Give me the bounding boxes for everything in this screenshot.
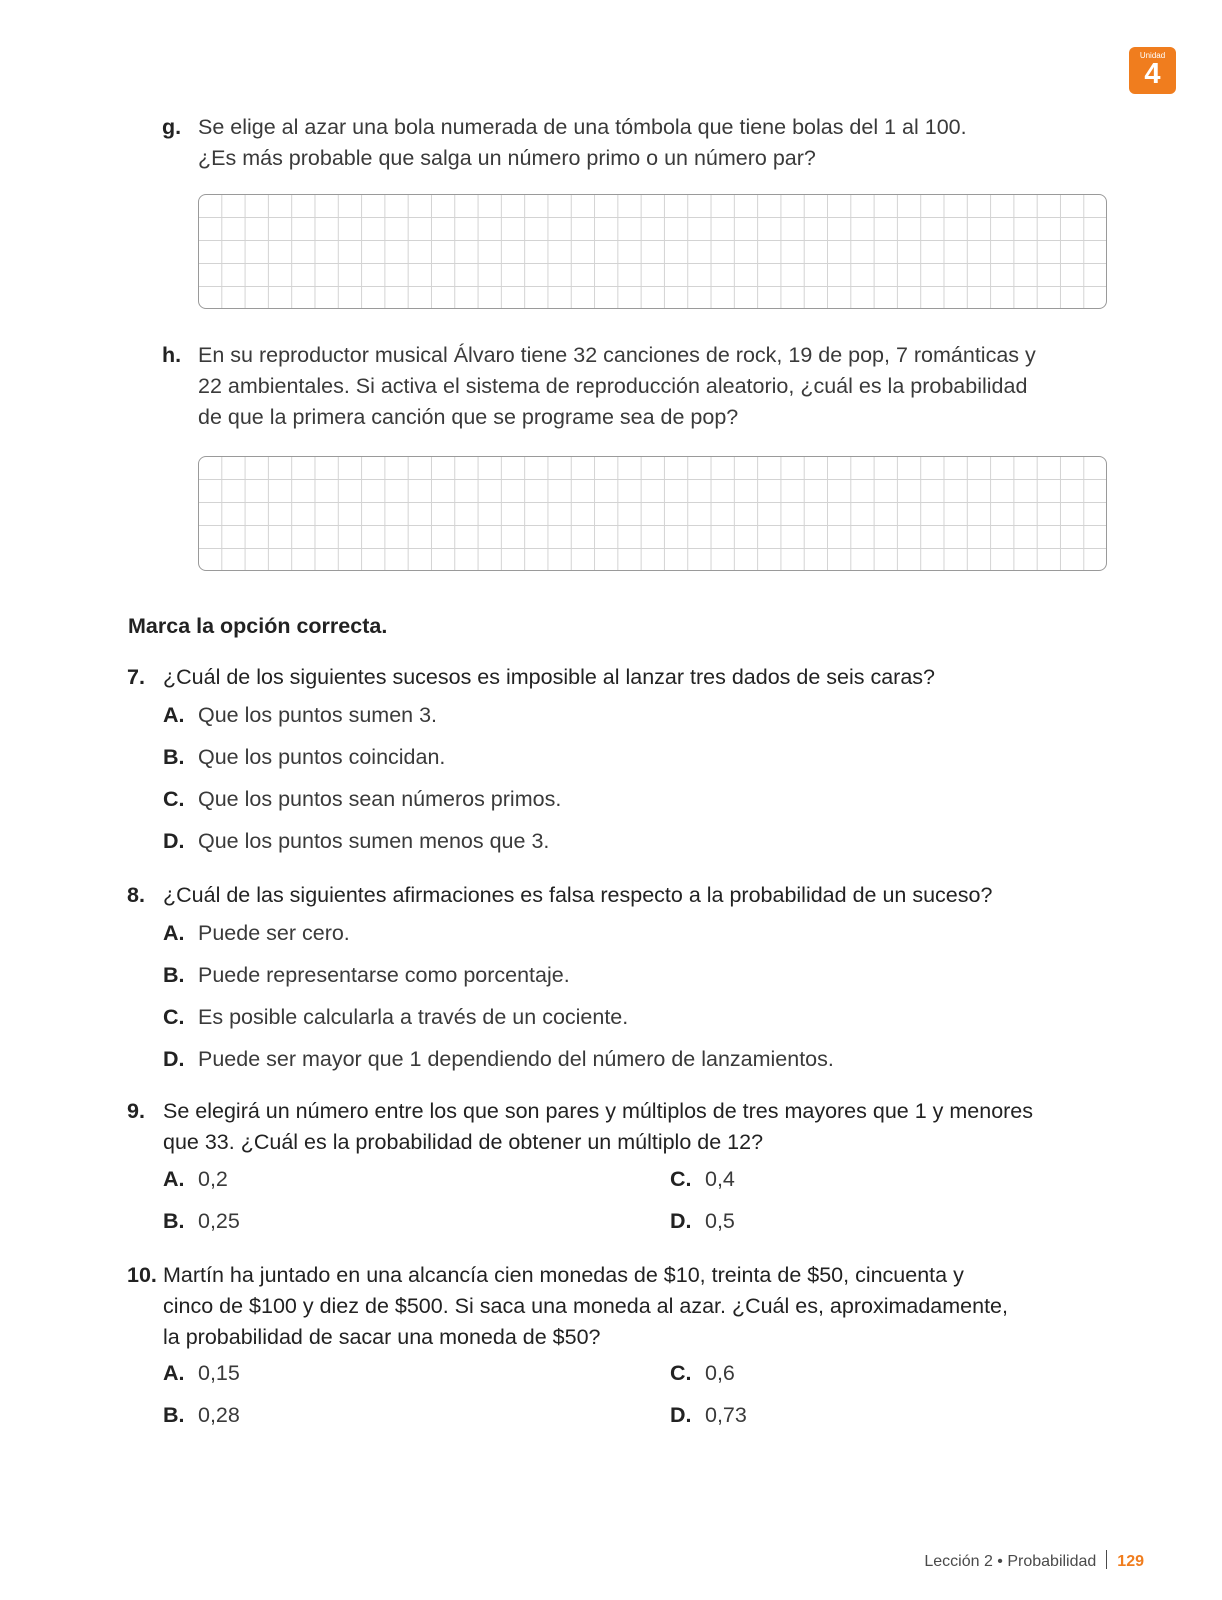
- question-g: [162, 112, 967, 174]
- question-number: 9.: [127, 1099, 145, 1123]
- option-8b[interactable]: [163, 960, 570, 990]
- question-text: Martín ha juntado en una alcancía cien monedas de $10, treinta de $50, cincuenta y: [163, 1263, 964, 1287]
- footer-lesson: Lección 2 • Probabilidad: [924, 1553, 1097, 1570]
- option-letter: C.: [163, 1005, 185, 1029]
- option-text: 0,28: [198, 1403, 240, 1427]
- option-letter: B.: [163, 1209, 185, 1233]
- option-7c[interactable]: [163, 784, 561, 814]
- option-text: Puede ser mayor que 1 dependiendo del número de lanzamientos.: [198, 1047, 834, 1071]
- option-9c[interactable]: [670, 1164, 735, 1194]
- option-letter: C.: [163, 787, 185, 811]
- option-letter: A.: [163, 703, 185, 727]
- option-text: Que los puntos coincidan.: [198, 745, 446, 769]
- option-letter: A.: [163, 1167, 185, 1191]
- question-text: ¿Cuál de los siguientes sucesos es imposible al lanzar tres dados de seis caras?: [163, 665, 936, 689]
- question-7: [127, 662, 936, 693]
- question-text: Se elegirá un número entre los que son pares y múltiplos de tres mayores que 1 y menores: [163, 1099, 1034, 1123]
- question-10: [127, 1260, 1008, 1353]
- option-text: Que los puntos sumen menos que 3.: [198, 829, 550, 853]
- option-letter: A.: [163, 1361, 185, 1385]
- instruction-heading: Marca la opción correcta.: [128, 614, 388, 638]
- option-9a[interactable]: [163, 1164, 228, 1194]
- question-number: 8.: [127, 883, 145, 907]
- option-text: 0,5: [705, 1209, 735, 1233]
- question-h: [162, 340, 1036, 433]
- question-number: 10.: [127, 1263, 157, 1287]
- option-letter: D.: [670, 1209, 692, 1233]
- footer-divider: [1106, 1550, 1107, 1569]
- question-letter: g.: [162, 115, 182, 139]
- page-number: 129: [1117, 1553, 1144, 1570]
- option-text: Que los puntos sean números primos.: [198, 787, 562, 811]
- option-letter: B.: [163, 963, 185, 987]
- question-9: [127, 1096, 1034, 1158]
- option-letter: A.: [163, 921, 185, 945]
- answer-grid-g[interactable]: [198, 194, 1107, 309]
- option-text: Puede ser cero.: [198, 921, 350, 945]
- option-text: 0,4: [705, 1167, 735, 1191]
- question-text: la probabilidad de sacar una moneda de $50?: [163, 1325, 601, 1349]
- question-text: cinco de $100 y diez de $500. Si saca una moneda al azar. ¿Cuál es, aproximadamente,: [163, 1294, 1008, 1318]
- option-8c[interactable]: [163, 1002, 628, 1032]
- option-letter: B.: [163, 1403, 185, 1427]
- option-10d[interactable]: [670, 1400, 747, 1430]
- question-letter: h.: [162, 343, 182, 367]
- unit-badge-label: Unidad: [1139, 51, 1166, 60]
- option-text: 0,15: [198, 1361, 240, 1385]
- option-letter: D.: [670, 1403, 692, 1427]
- option-text: 0,25: [198, 1209, 240, 1233]
- option-8d[interactable]: [163, 1044, 834, 1074]
- option-text: Que los puntos sumen 3.: [198, 703, 438, 727]
- option-9b[interactable]: [163, 1206, 240, 1236]
- option-8a[interactable]: [163, 918, 350, 948]
- option-text: 0,6: [705, 1361, 735, 1385]
- option-letter: D.: [163, 1047, 185, 1071]
- option-letter: B.: [163, 745, 185, 769]
- question-line: Se elige al azar una bola numerada de una tómbola que tiene bolas del 1 al 100.: [198, 115, 967, 139]
- unit-badge-number: 4: [1144, 58, 1161, 90]
- question-text: que 33. ¿Cuál es la probabilidad de obtener un múltiplo de 12?: [163, 1130, 764, 1154]
- question-line: ¿Es más probable que salga un número primo o un número par?: [198, 146, 816, 170]
- question-8: [127, 880, 993, 911]
- page-footer: [924, 1550, 1144, 1571]
- answer-grid-h[interactable]: [198, 456, 1107, 571]
- option-text: 0,2: [198, 1167, 228, 1191]
- option-9d[interactable]: [670, 1206, 735, 1236]
- question-number: 7.: [127, 665, 145, 689]
- option-text: Puede representarse como porcentaje.: [198, 963, 570, 987]
- option-10b[interactable]: [163, 1400, 240, 1430]
- option-7d[interactable]: [163, 826, 549, 856]
- question-text: ¿Cuál de las siguientes afirmaciones es falsa respecto a la probabilidad de un suceso?: [163, 883, 993, 907]
- question-line: 22 ambientales. Si activa el sistema de reproducción aleatorio, ¿cuál es la probabilidad: [198, 374, 1028, 398]
- option-7b[interactable]: [163, 742, 445, 772]
- option-10a[interactable]: [163, 1358, 240, 1388]
- question-line: En su reproductor musical Álvaro tiene 32 canciones de rock, 19 de pop, 7 románticas y: [198, 343, 1036, 367]
- option-text: 0,73: [705, 1403, 747, 1427]
- option-letter: C.: [670, 1167, 692, 1191]
- option-letter: C.: [670, 1361, 692, 1385]
- option-text: Es posible calcularla a través de un cociente.: [198, 1005, 629, 1029]
- question-line: de que la primera canción que se programe sea de pop?: [198, 405, 739, 429]
- unit-badge: [1129, 47, 1176, 94]
- option-letter: D.: [163, 829, 185, 853]
- option-7a[interactable]: [163, 700, 437, 730]
- option-10c[interactable]: [670, 1358, 735, 1388]
